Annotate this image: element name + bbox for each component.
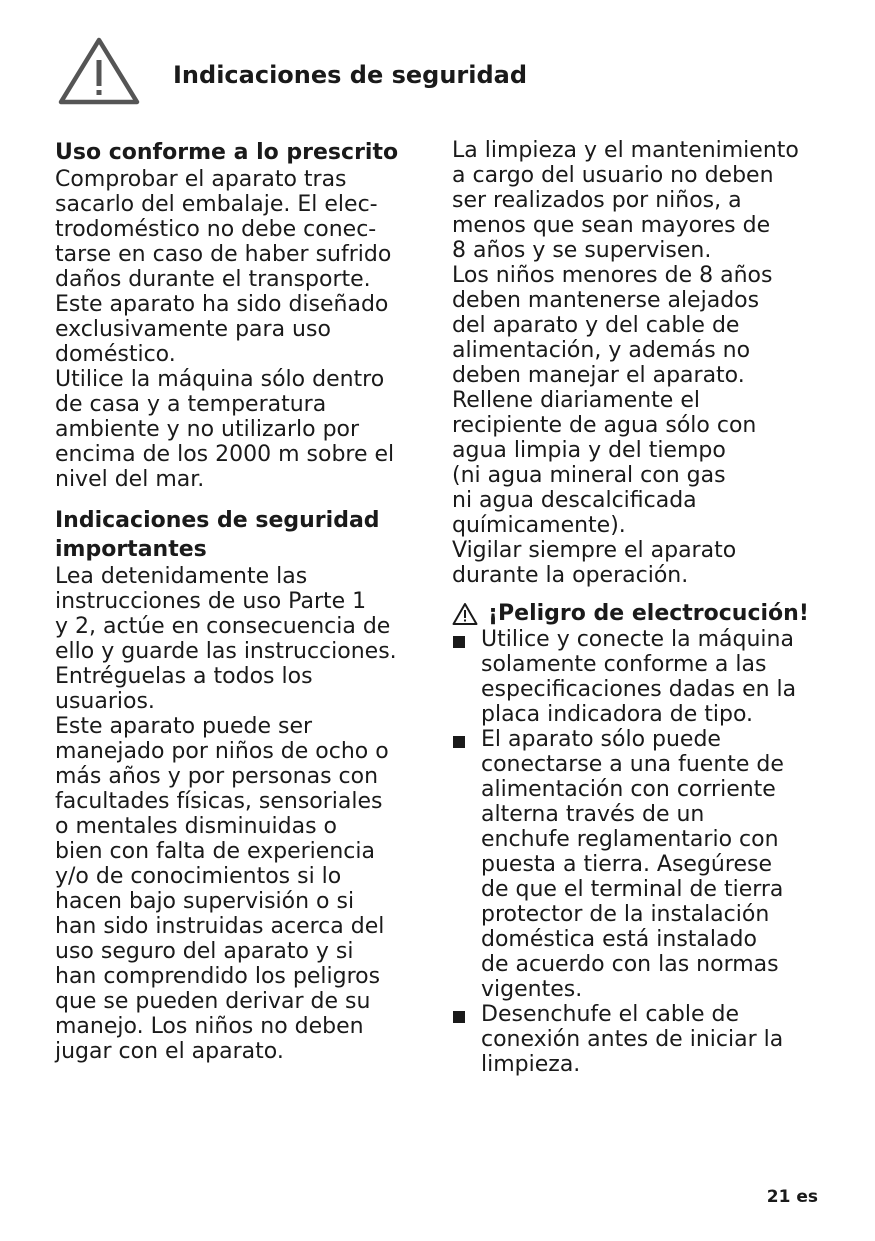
section-heading-intended-use: Uso conforme a lo prescrito [55,140,399,165]
square-bullet-icon [453,736,465,748]
electrocution-warning-heading [452,600,832,627]
square-bullet-icon [453,1011,465,1023]
intended-use-text: Comprobar el aparato tras sacarlo del embalaje. El elec- trodoméstico no debe conec- tarse en caso de haber sufrido daños durante el transporte. Este aparato ha sido diseñado exclusivamente para uso doméstico. Utilice la máquina sólo dentro de casa y a temperatura ambiente y no utilizarlo por encima de los 2000 m sobre el nivel del mar. [55,167,395,492]
list-item [452,727,832,1002]
important-safety-text: Lea detenidamente las instrucciones de uso Parte 1 y 2, actúe en consecuencia de ello y guarde las instrucciones. Entréguelas a todos los usuarios. Este aparato puede ser manejado por niños de ocho o más años y por personas con facultades físicas, sensoriales o mentales disminuidas o bien con falta de experiencia y/o de conocimientos si lo hacen bajo supervisión o si han sido instruidas acerca del uso seguro del aparato y si han comprendido los peligros que se pueden derivar de su manejo. Los niños no deben jugar con el aparato. [55,564,397,1064]
bullet-text: El aparato sólo puede conectarse a una fuente de alimentación con corriente alterna través de un enchufe reglamentario con puesta a tierra. Asegúrese de que el terminal de tierra protector de la instalación doméstica está instalado de acuerdo con las normas vigentes. [481,727,784,1002]
cleaning-and-children-text: La limpieza y el mantenimiento a cargo del usuario no deben ser realizados por niños, a menos que sean mayores de 8 años y se supervisen. Los niños menores de 8 años deben mantenerse alejados del aparato y del cable de alimentación, y además no deben manejar el aparato. Rellene diariamente el recipiente de agua sólo con agua limpia y del tiempo (ni agua mineral con gas ni agua descalcificada químicamente). Vigilar siempre el aparato durante la operación. [452,138,799,588]
page-title: Indicaciones de seguridad [173,61,528,89]
warning-triangle-icon [57,36,141,106]
left-column [55,138,425,1064]
square-bullet-icon [453,636,465,648]
bullet-text: Utilice y conecte la máquina solamente conforme a las especificaciones dadas en la placa indicadora de tipo. [481,627,797,727]
list-item [452,1002,832,1077]
safety-bullet-list [452,627,832,1077]
bullet-text: Desenchufe el cable de conexión antes de iniciar la limpieza. [481,1002,784,1077]
right-column [452,138,832,1077]
page-number: 21 es [766,1187,818,1207]
section-heading-important-safety: Indicaciones de seguridad importantes [55,508,380,562]
warning-heading-text: ¡Peligro de electrocución! [488,601,809,626]
list-item [452,627,832,727]
warning-triangle-icon [452,602,478,626]
